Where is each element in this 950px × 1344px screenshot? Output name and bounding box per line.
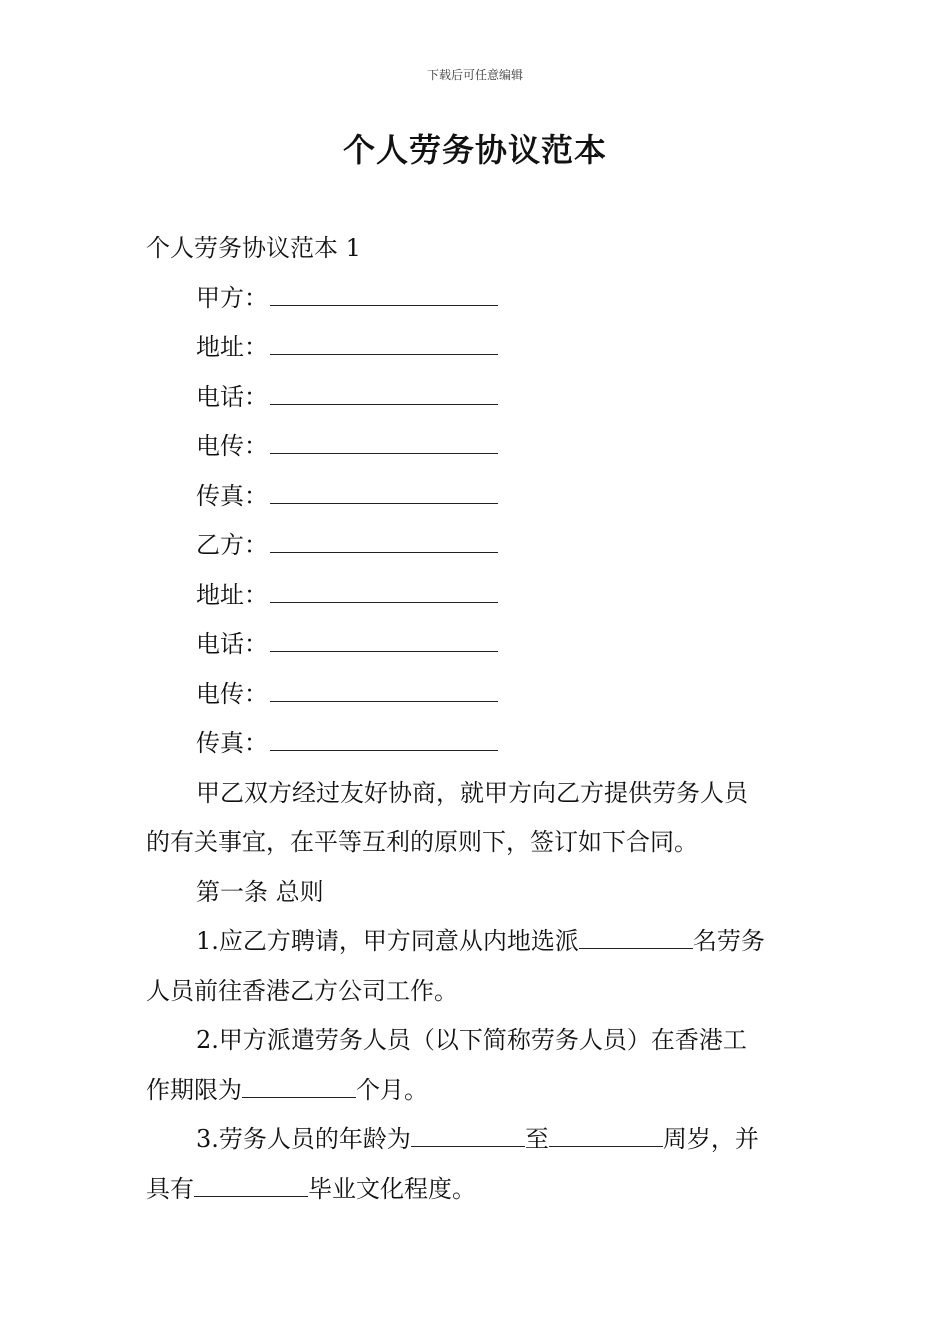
field-blank-line[interactable] [270,382,498,405]
field-blank-line[interactable] [270,728,498,751]
article-heading: 第一条 总则 [196,877,324,906]
intro-line-1: 甲乙双方经过友好协商，就甲方向乙方提供劳务人员 [196,778,748,807]
field-label: 地址： [196,580,268,609]
blank-education [194,1176,308,1197]
document-title: 个人劳务协议范本 [342,131,607,169]
section-title: 个人劳务协议范本 1 [146,234,361,262]
field-row [146,719,806,769]
clause-text: 具有 [146,1174,194,1203]
clause-text: 至 [524,1125,549,1153]
field-blank-line[interactable] [270,481,498,504]
clause-text: 个月。 [356,1075,428,1104]
field-label: 甲方： [196,283,268,312]
clause-text: 周岁，并 [662,1125,759,1153]
field-label: 电话： [196,630,268,658]
field-label: 乙方： [196,531,268,559]
clause-3-line-1 [146,1115,806,1165]
blank-months [242,1077,356,1098]
field-blank-line[interactable] [270,283,498,306]
field-row [146,373,806,423]
clause-text: 毕业文化程度。 [308,1174,476,1203]
intro-line-2: 的有关事宜，在平等互利的原则下，签订如下合同。 [146,828,698,856]
field-row [146,620,806,670]
field-row [146,521,806,571]
clause-text: 名劳务 [692,927,765,955]
field-label: 地址： [196,333,268,361]
clause-2-line-1: 2.甲方派遣劳务人员（以下简称劳务人员）在香港工 [196,1026,747,1054]
field-row [146,670,806,720]
field-row [146,422,806,472]
clause-2-line-2 [146,1066,806,1116]
field-row [146,571,806,621]
blank-age-min [411,1126,525,1147]
party-fields [146,274,806,769]
field-blank-line[interactable] [270,530,498,553]
clause-3-line-2 [146,1165,806,1215]
blank-count [579,928,693,949]
field-blank-line[interactable] [270,629,498,652]
field-blank-line[interactable] [270,431,498,454]
field-row [146,323,806,373]
field-row [146,472,806,522]
clause-text: 1.应乙方聘请，甲方同意从内地选派 [196,927,579,955]
document-body [146,224,806,1214]
field-blank-line[interactable] [270,332,498,355]
field-label: 传真： [196,481,268,510]
blank-age-max [549,1126,663,1147]
field-label: 传真： [196,729,268,757]
field-label: 电传： [196,432,268,460]
field-blank-line[interactable] [270,679,498,702]
field-label: 电话： [196,382,268,411]
field-row [146,274,806,324]
clause-text: 3.劳务人员的年龄为 [196,1125,411,1153]
field-blank-line[interactable] [270,580,498,603]
field-label: 电传： [196,679,268,708]
clause-1-line-2: 人员前往香港乙方公司工作。 [146,976,458,1005]
header-note: 下载后可任意编辑 [426,68,523,82]
clause-text: 作期限为 [146,1075,242,1104]
clause-1-line-1 [146,917,806,967]
